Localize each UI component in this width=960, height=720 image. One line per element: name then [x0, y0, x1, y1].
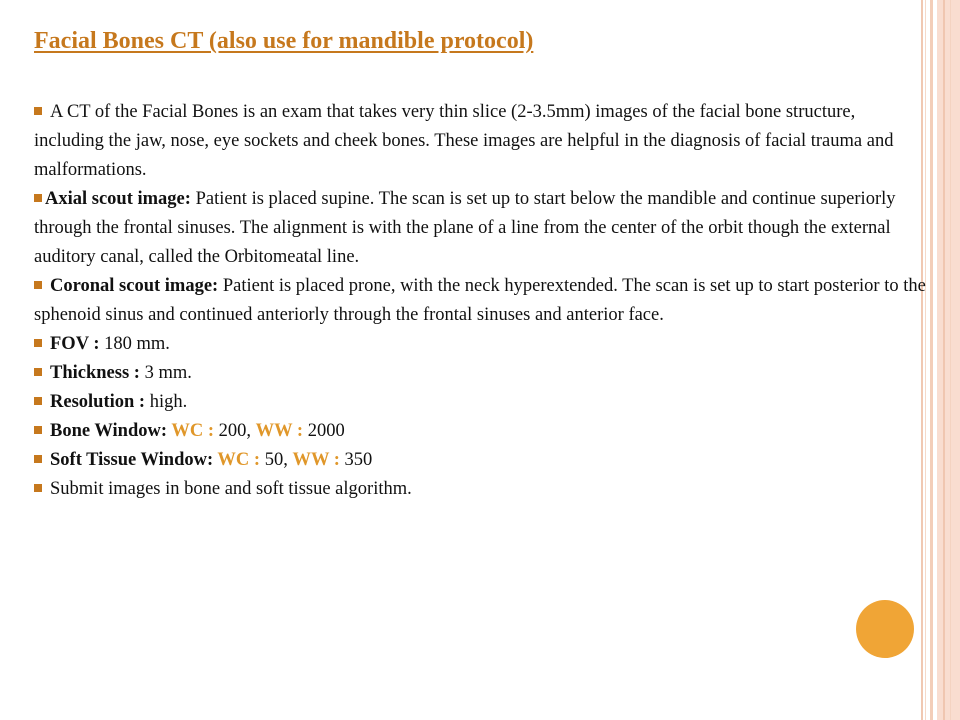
soft-ww-label: WW : [292, 450, 340, 470]
resolution-value: high. [145, 392, 188, 412]
coronal-text: Patient is placed prone, with the neck hyperextended. The scan is set up to start posterior to the sphenoid sinus and continued anteriorly through the frontal sinuses and anterior face. [34, 276, 926, 325]
slide-title: Facial Bones CT (also use for mandible protocol) [34, 28, 534, 54]
soft-tissue-window-item [34, 446, 928, 475]
bone-wc-label: WC : [167, 421, 214, 441]
bone-window-item [34, 417, 928, 446]
intro-text: A CT of the Facial Bones is an exam that takes very thin slice (2-3.5mm) images of the facial bone structure, including the jaw, nose, eye sockets and cheek bones. These images are helpful in the diagnosis of facial trauma and malformations. [34, 102, 894, 180]
submit-text: Submit images in bone and soft tissue algorithm. [50, 479, 412, 499]
soft-wc-value: 50, [260, 450, 293, 470]
bone-wc-value: 200, [213, 421, 256, 441]
coronal-label: Coronal scout image: [50, 276, 219, 296]
bone-ww-label: WW : [255, 421, 304, 441]
decor-stripe [943, 0, 945, 720]
bone-ww-value: 2000 [303, 421, 345, 441]
square-bullet-icon [34, 484, 42, 492]
square-bullet-icon [34, 339, 42, 347]
soft-ww-value: 350 [339, 450, 373, 470]
square-bullet-icon [34, 368, 42, 376]
square-bullet-icon [34, 281, 42, 289]
submit-item [34, 475, 928, 504]
axial-item [34, 185, 928, 272]
decor-stripe [937, 0, 960, 720]
bone-window-label: Bone Window: [50, 421, 168, 441]
thickness-label: Thickness : [50, 363, 140, 383]
thickness-item [34, 359, 928, 388]
resolution-label: Resolution : [50, 392, 146, 412]
decor-stripe [950, 0, 951, 720]
square-bullet-icon [34, 426, 42, 434]
thickness-value: 3 mm. [139, 363, 192, 383]
square-bullet-icon [34, 107, 42, 115]
fov-item [34, 330, 928, 359]
square-bullet-icon [34, 194, 42, 202]
intro-item [34, 98, 928, 185]
square-bullet-icon [34, 397, 42, 405]
slide-body [34, 98, 928, 504]
fov-value: 180 mm. [99, 334, 170, 354]
resolution-item [34, 388, 928, 417]
coronal-item [34, 272, 928, 330]
axial-label: Axial scout image: [45, 189, 191, 209]
axial-text: Patient is placed supine. The scan is set up to start below the mandible and continue superiorly through the frontal sinuses. The alignment is with the plane of a line from the center of the orbit though the external auditory canal, called the Orbitomeatal line. [34, 189, 896, 267]
decor-circle [856, 600, 914, 658]
decor-stripe [930, 0, 933, 720]
soft-tissue-window-label: Soft Tissue Window: [50, 450, 214, 470]
soft-wc-label: WC : [213, 450, 261, 470]
fov-label: FOV : [50, 334, 100, 354]
square-bullet-icon [34, 455, 42, 463]
